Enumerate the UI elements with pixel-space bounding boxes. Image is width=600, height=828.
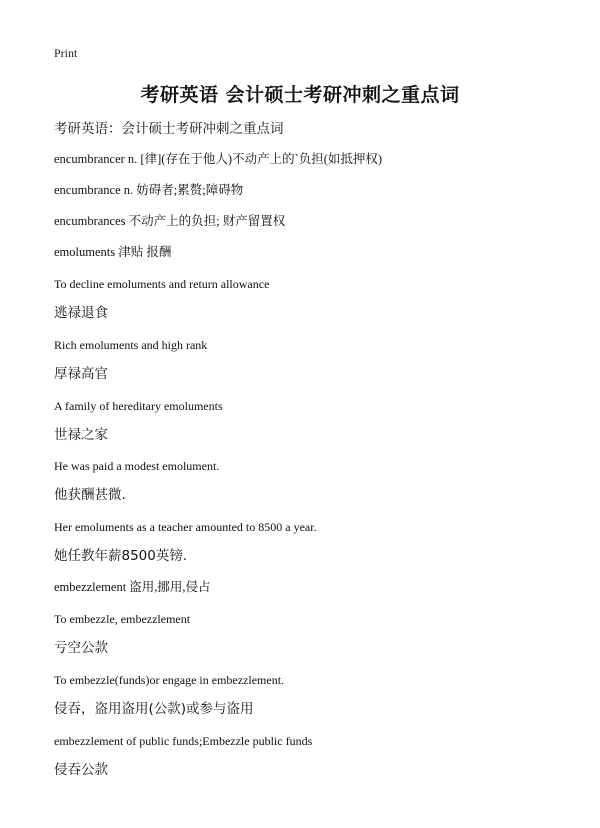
text-line: emoluments 津贴 报酬 xyxy=(54,245,172,259)
text-line: To embezzle(funds)or engage in embezzlement. xyxy=(54,673,285,687)
text-line: A family of hereditary emoluments xyxy=(54,399,223,413)
text-line: 世禄之家 xyxy=(54,427,108,443)
text-line: 侵吞，盗用盗用(公款)或参与盗用 xyxy=(54,701,254,717)
print-link[interactable]: Print xyxy=(54,46,78,60)
text-line: encumbrance n. 妨碍者;累赘;障碍物 xyxy=(54,183,244,197)
text-line: To decline emoluments and return allowance xyxy=(54,277,270,291)
text-line: embezzlement of public funds;Embezzle public funds xyxy=(54,734,313,748)
text-line: Rich emoluments and high rank xyxy=(54,338,208,352)
text-line: encumbrancer n. [律](存在于他人)不动产上的`负担(如抵押权) xyxy=(54,152,383,166)
text-line: encumbrances 不动产上的负担; 财产留置权 xyxy=(54,214,286,228)
text-line: 逃禄退食 xyxy=(54,305,108,321)
text-line: 侵吞公款 xyxy=(54,762,108,778)
text-line: He was paid a modest emolument. xyxy=(54,459,220,473)
text-line: To embezzle, embezzlement xyxy=(54,612,191,626)
text-line: 考研英语：会计硕士考研冲刺之重点词 xyxy=(54,121,284,137)
text-line: 她任教年薪8500英镑. xyxy=(54,548,188,564)
text-line: 他获酬甚微. xyxy=(54,487,126,503)
text-line: 厚禄高官 xyxy=(54,366,108,382)
text-line: Her emoluments as a teacher amounted to 8500 a year. xyxy=(54,520,317,534)
text-line: 亏空公款 xyxy=(54,640,108,656)
text-line: embezzlement 盗用,挪用,侵占 xyxy=(54,580,211,594)
document-title: 考研英语 会计硕士考研冲刺之重点词 xyxy=(140,84,460,106)
